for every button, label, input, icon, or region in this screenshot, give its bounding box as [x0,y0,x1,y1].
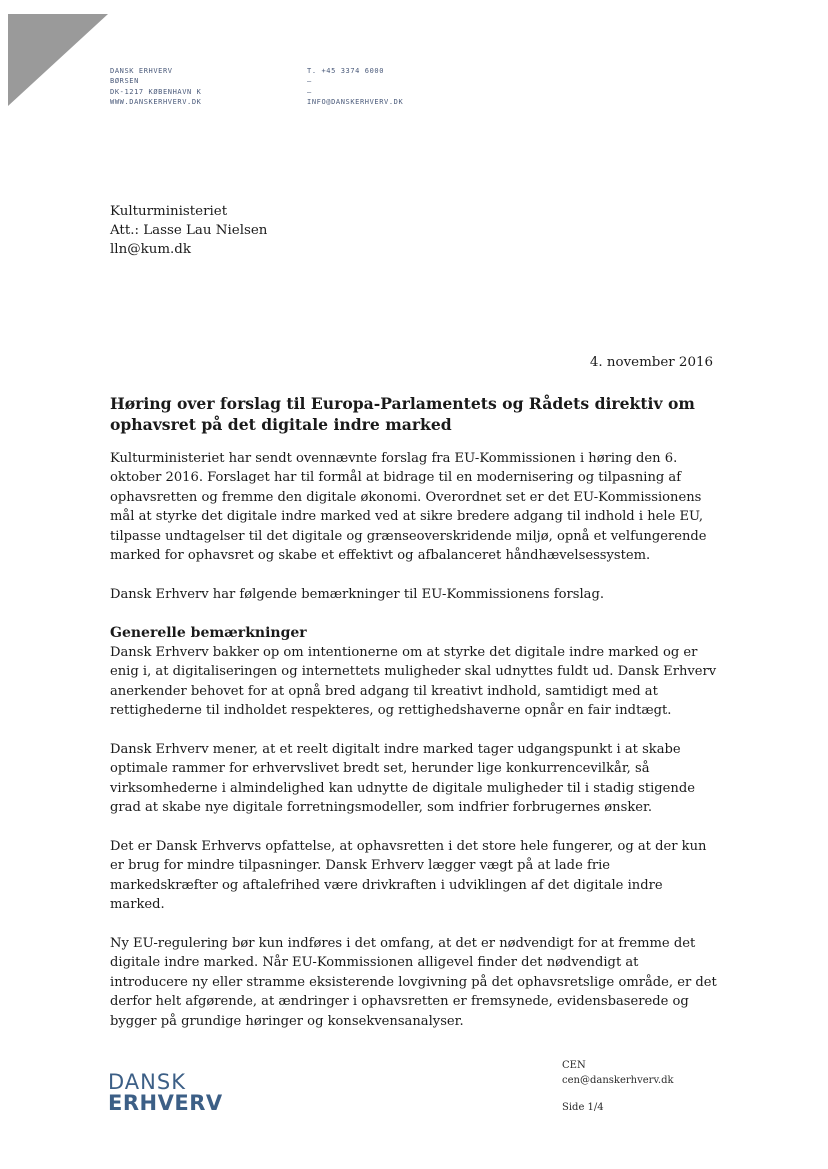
section-heading: Generelle bemærkninger [110,624,307,641]
letterhead-address [110,66,201,107]
corner-mark [8,14,108,106]
letterhead-phone: T. +45 3374 6000 [307,67,385,75]
recipient-email: lln@kum.dk [110,242,191,258]
letterhead-email: INFO@DANSKERHVERV.DK [307,97,404,106]
letterhead-building: BØRSEN [110,77,139,86]
recipient-block [110,202,267,260]
recipient-name: Kulturministeriet [110,204,228,219]
recipient-attention: Att.: Lasse Lau Nielsen [110,223,268,239]
letter-date: 4. november 2016 [589,355,713,370]
letterhead-website: WWW.DANSKERHVERV.DK [110,97,202,106]
paragraph-regulation: Ny EU-regulering bør kun indføres i det omfang, at det er nødvendigt for at fremme det digitale indre marked. Når EU-Kommissionen alligevel finder det nødvendigt at introducere ny eller stramme eksisterende lovgivning på det ophavsretslige område, er det derfor helt afgørende, at ændringer i ophavsretten er fremsynede, evidensbaserede og bygger på grundige høringer og konsekvensanalyser. [110,936,717,1029]
paragraph-intro: Kulturministeriet har sendt ovennævnte forslag fra EU-Kommissionen i høring den 6. oktober 2016. Forslaget har til formål at bidrage til en modernisering og tilpasning af ophavsretten og fremme den digitale økonomi. Overordnet set er det EU-Kommissionens mål at styrke det digitale indre marked ved at sikre bredere adgang til indhold i hele EU, tilpasse undtagelser til det digitale og grænseoverskridende miljø, opnå et velfungerende marked for ophavsret og skabe et effektivt og afbalanceret håndhævelsessystem. [110,451,707,564]
paragraph-market: Dansk Erhverv mener, at et reelt digitalt indre marked tager udgangspunkt i at skabe optimale rammer for erhvervslivet bredt set, herunder lige konkurrencevilkår, så virksomhederne i almindelighed kan udnytte de digitale muligheder til i stadig stigende grad at skabe nye digitale forretningsmodeller, som indfrier forbrugernes ønsker. [110,742,695,816]
paragraph-remarks: Dansk Erhverv har følgende bemærkninger til EU-Kommissionens forslag. [110,586,605,602]
dansk-erhverv-logo [108,1072,223,1114]
paragraph-support: Dansk Erhverv bakker op om intentionerne om at styrke det digitale indre marked og er enig i, at digitaliseringen og internettets muligheder skal udnyttes fuldt ud. Dansk Erhverv anerkender behovet for at opnå bred adgang til kreativt indhold, samtidigt med at rettighederne til indholdet respekteres, og rettighedshaverne opnår en fair indtægt. [110,645,717,719]
letterhead-postcode: DK-1217 KØBENHAVN K [110,87,202,96]
letterhead-contact [307,66,403,107]
logo-line-2: ERHVERV [108,1091,223,1115]
letterhead-company: DANSK ERHVERV [110,67,173,75]
logo-line-1: DANSK [108,1070,186,1094]
letter-title: Høring over forslag til Europa-Parlamentets og Rådets direktiv om ophavsret på det digitale indre marked [110,394,695,434]
letterhead-dash-1: – [307,77,312,86]
page-number: Side 1/4 [562,1102,604,1113]
sender-initials: CEN [562,1060,586,1071]
letter-body [110,449,720,1051]
sender-email: cen@danskerhverv.dk [562,1074,674,1086]
paragraph-copyright: Det er Dansk Erhvervs opfattelse, at ophavsretten i det store hele fungerer, og at der kun er brug for mindre tilpasninger. Dansk Erhverv lægger vægt på at lade frie markedskræfter og aftalefrihed være drivkraften i udviklingen af det digitale indre marked. [110,839,707,913]
sender-block [562,1059,674,1088]
letterhead-dash-2: – [307,87,312,96]
